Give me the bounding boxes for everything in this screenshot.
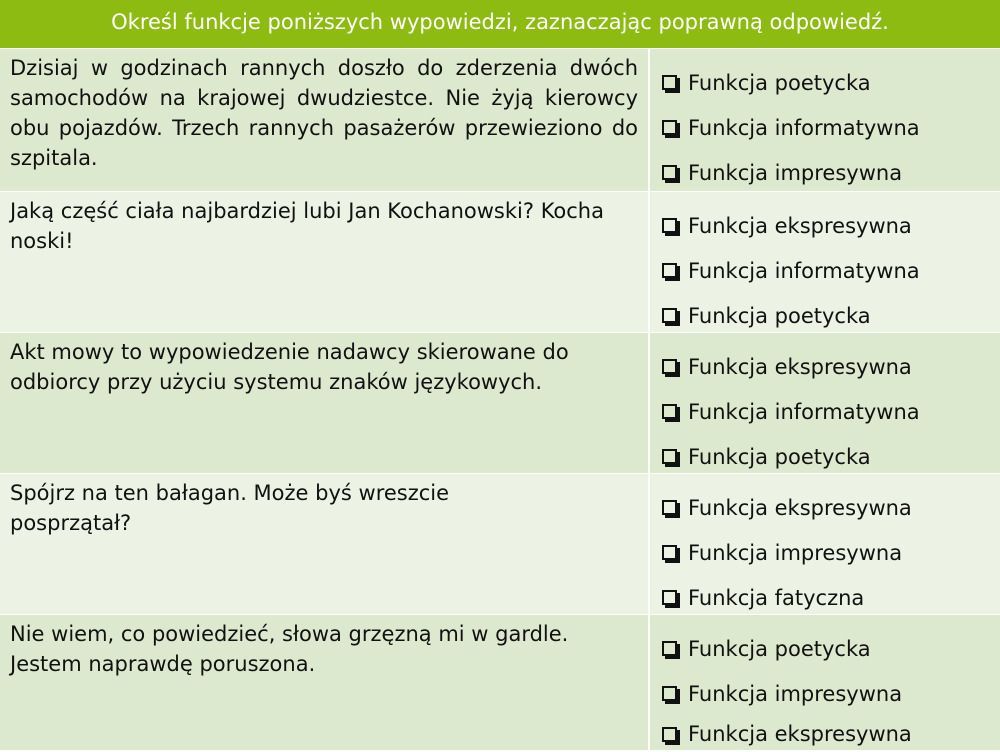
question-text: Spójrz na ten bałagan. Może byś wreszcie posprzątał?	[0, 474, 650, 614]
answer-option[interactable]	[662, 485, 1000, 530]
checkbox-icon[interactable]	[662, 263, 677, 278]
table-row	[0, 332, 1000, 473]
table-row	[0, 48, 1000, 191]
answer-option[interactable]	[662, 105, 1000, 150]
checkbox-icon[interactable]	[662, 75, 677, 90]
option-label: Funkcja impresywna	[688, 540, 903, 565]
answer-options	[650, 615, 1000, 750]
answer-options	[650, 333, 1000, 473]
answer-option[interactable]	[662, 60, 1000, 105]
option-label: Funkcja informatywna	[688, 399, 920, 424]
checkbox-icon[interactable]	[662, 308, 677, 323]
option-label: Funkcja impresywna	[688, 160, 903, 185]
option-label: Funkcja informatywna	[688, 115, 920, 140]
answer-option[interactable]	[662, 671, 1000, 716]
answer-option[interactable]	[662, 248, 1000, 293]
option-label: Funkcja ekspresywna	[688, 213, 912, 238]
option-label: Funkcja poetycka	[688, 636, 871, 661]
option-label: Funkcja fatyczna	[688, 585, 865, 610]
answer-options	[650, 474, 1000, 614]
checkbox-icon[interactable]	[662, 727, 677, 742]
answer-option[interactable]	[662, 203, 1000, 248]
table-header: Określ funkcje poniższych wypowiedzi, zaznaczając poprawną odpowiedź.	[0, 0, 1000, 48]
checkbox-icon[interactable]	[662, 218, 677, 233]
option-label: Funkcja poetycka	[688, 444, 871, 469]
answer-options	[650, 49, 1000, 191]
checkbox-icon[interactable]	[662, 120, 677, 135]
answer-option[interactable]	[662, 389, 1000, 434]
answer-option[interactable]	[662, 626, 1000, 671]
option-label: Funkcja ekspresywna	[688, 495, 912, 520]
answer-options	[650, 192, 1000, 332]
checkbox-icon[interactable]	[662, 165, 677, 180]
question-text: Dzisiaj w godzinach rannych doszło do zderzenia dwóch samochodów na krajowej dwudziestce. Nie żyją kierowcy obu pojazdów. Trzech rannych pasażerów przewieziono do szpitala.	[0, 49, 650, 191]
table-row	[0, 191, 1000, 332]
checkbox-icon[interactable]	[662, 449, 677, 464]
question-text: Akt mowy to wypowiedzenie nadawcy skierowane do odbiorcy przy użyciu systemu znaków językowych.	[0, 333, 650, 473]
table-row	[0, 614, 1000, 750]
checkbox-icon[interactable]	[662, 686, 677, 701]
checkbox-icon[interactable]	[662, 404, 677, 419]
checkbox-icon[interactable]	[662, 500, 677, 515]
answer-option[interactable]	[662, 716, 1000, 752]
checkbox-icon[interactable]	[662, 641, 677, 656]
answer-option[interactable]	[662, 344, 1000, 389]
table-row	[0, 473, 1000, 614]
checkbox-icon[interactable]	[662, 359, 677, 374]
option-label: Funkcja poetycka	[688, 303, 871, 328]
option-label: Funkcja impresywna	[688, 681, 903, 706]
option-label: Funkcja informatywna	[688, 258, 920, 283]
question-text: Jaką część ciała najbardziej lubi Jan Kochanowski? Kocha noski!	[0, 192, 650, 332]
checkbox-icon[interactable]	[662, 590, 677, 605]
question-text: Nie wiem, co powiedzieć, słowa grzęzną mi w gardle. Jestem naprawdę poruszona.	[0, 615, 650, 750]
checkbox-icon[interactable]	[662, 545, 677, 560]
answer-option[interactable]	[662, 150, 1000, 195]
answer-option[interactable]	[662, 530, 1000, 575]
option-label: Funkcja ekspresywna	[688, 354, 912, 379]
option-label: Funkcja ekspresywna	[688, 722, 912, 746]
option-label: Funkcja poetycka	[688, 70, 871, 95]
